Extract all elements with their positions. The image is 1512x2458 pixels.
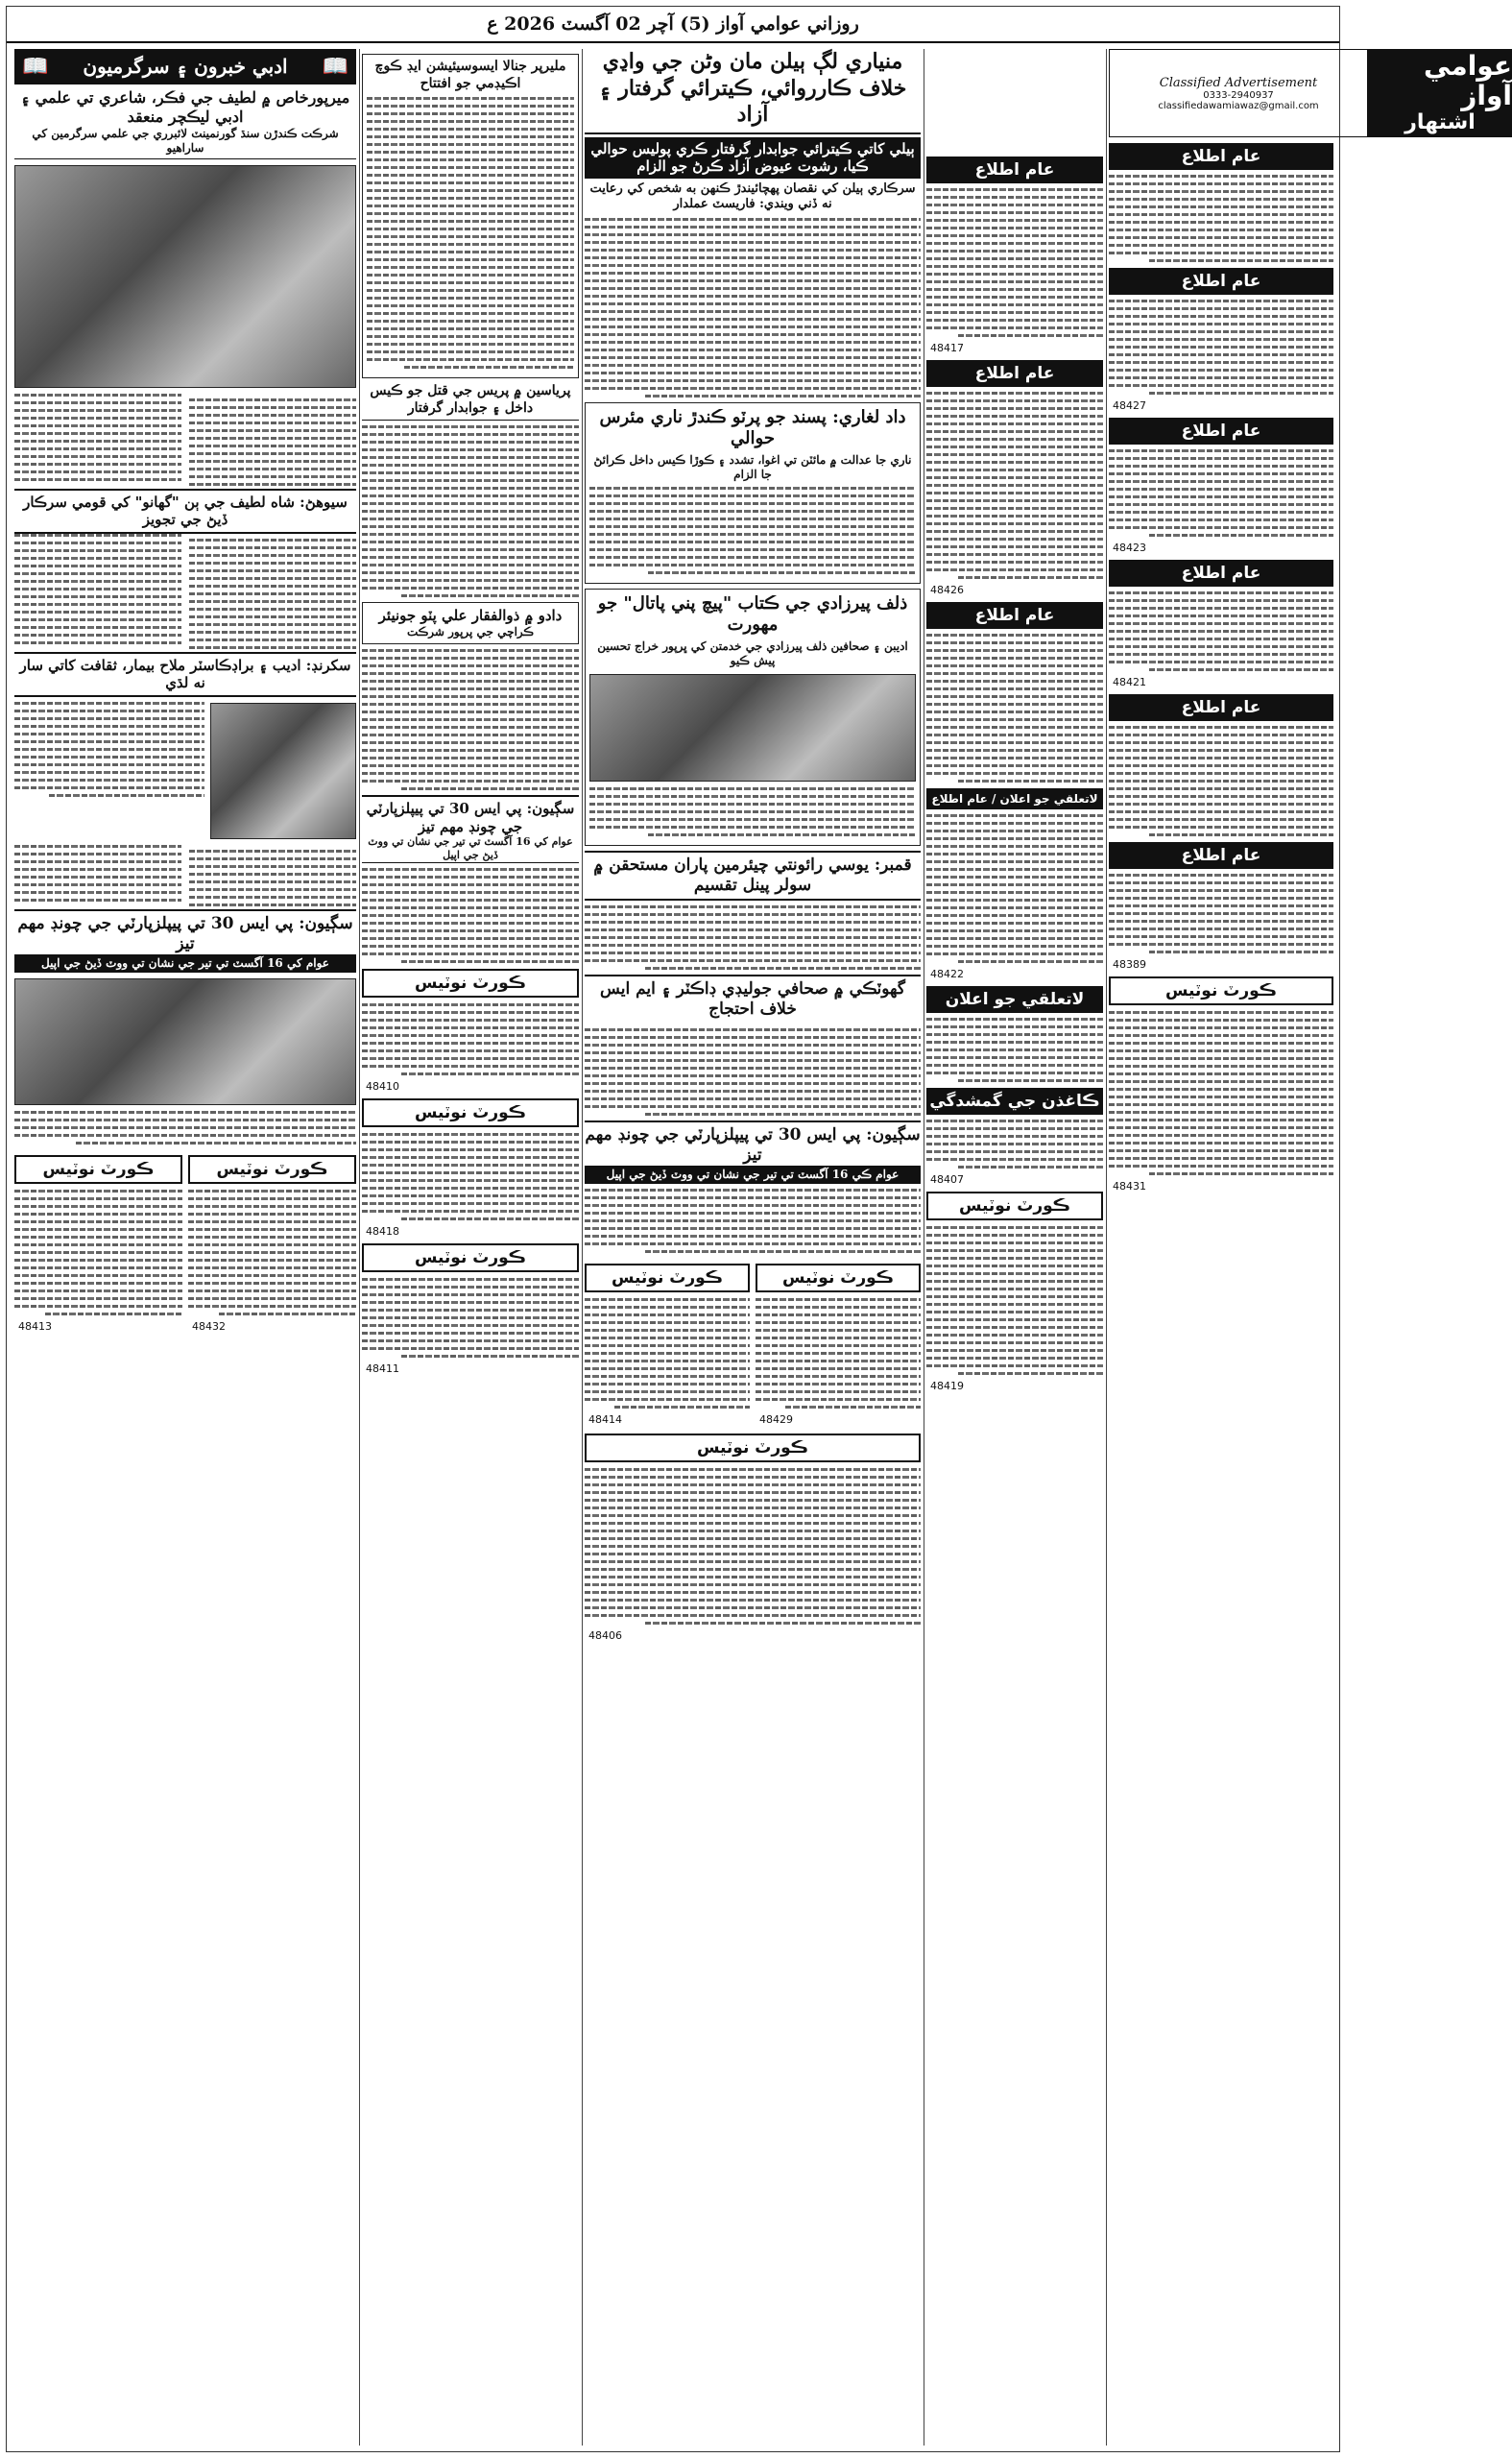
ad-reference: 48422: [930, 968, 964, 980]
court-notice-heading: ڪورٽ نوٽيس: [362, 1243, 579, 1272]
notice-heading: عام اطلاع: [1109, 418, 1333, 445]
article-body: [14, 697, 204, 845]
column-divider: [582, 49, 583, 2446]
court-notice-body: [585, 1468, 921, 1625]
article-body: [589, 787, 916, 836]
ad-reference: 48410: [366, 1079, 399, 1093]
notice-body: [1109, 874, 1333, 953]
court-notice-heading: ڪورٽ نوٽيس: [362, 1098, 579, 1127]
ad-reference: 48413: [18, 1320, 52, 1333]
article-headline: سڳيون: پي ايس 30 تي پيپلزپارٽي جي چونڊ مهم تيز: [14, 909, 356, 955]
portrait-photo: [210, 703, 356, 839]
article-subheadline: شرڪت ڪندڙن سنڌ گورنمينٽ لائبرري جي علمي سرگرمين کي ساراهيو: [14, 127, 356, 159]
court-notice-body: [756, 1298, 921, 1409]
article-headline: سڳيون: پي ايس 30 تي پيپلزپارٽي جي چونڊ مهم تيز: [362, 795, 579, 836]
article-body: [585, 905, 921, 970]
article-body: [585, 1189, 921, 1253]
article-headline: ذلف پيرزادي جي ڪتاب "پيچ پني پاتال" جو مهورت: [597, 592, 908, 635]
notice-body: [926, 634, 1103, 783]
article-headline: داد لغاري: پسند جو پرٽو ڪندڙ ناري مئرس حوالي: [599, 406, 906, 448]
court-notices-row: [14, 1149, 356, 1335]
ad-reference: 48423: [1113, 542, 1146, 554]
ad-reference: 48411: [366, 1362, 399, 1375]
court-notice-heading: ڪورٽ نوٽيس: [188, 1155, 356, 1184]
masthead-logo: [1368, 49, 1512, 137]
article-headline: سيوهڻ: شاه لطيف جي ٻن "گهانو" کي قومي سرڪار ڏيڻ جي تجويز: [14, 489, 356, 535]
court-notice-body: [188, 1190, 356, 1315]
court-notice-heading: ڪورٽ نوٽيس: [14, 1155, 182, 1184]
court-notice-heading: ڪورٽ نوٽيس: [585, 1264, 750, 1292]
notice-heading: عام اطلاع: [1109, 268, 1333, 295]
article-subheadline: عوام ڪي 16 آگسٽ تي تير جي نشان تي ووٽ ڏيڻ جي اپيل: [585, 1166, 921, 1184]
article-subheadline: اديبن ۽ صحافين ذلف پيرزادي جي خدمتن کي ڀرپور خراج تحسين پيش ڪيو: [597, 639, 908, 667]
lead-subheadline-2: سرڪاري ٻيلن کي نقصان پهچائيندڙ ڪنهن به شخص کي رعايت نه ڏني ويندي: فاريسٽ عملدار: [589, 181, 916, 212]
article-box: [585, 402, 921, 584]
logo-text: عوامي آواز: [1424, 49, 1512, 111]
court-notice-body: [14, 1190, 182, 1315]
notice-heading: لاتعلقي جو اعلان / عام اطلاع: [926, 788, 1103, 809]
court-notice: [188, 1149, 356, 1335]
ad-reference: 48389: [1113, 958, 1146, 971]
court-notice-body: [362, 1278, 579, 1358]
lead-headline: منياري لڳ ٻيلن مان وڻن جي واڍي خلاف ڪارروائي، ڪيترائي گرفتار ۽ آزاد: [585, 49, 921, 134]
article-body: [367, 97, 574, 369]
ad-reference: 48414: [588, 1413, 622, 1426]
court-notice: [585, 1258, 750, 1428]
notice-body: [926, 814, 1103, 963]
court-notice-heading: ڪورٽ نوٽيس: [362, 969, 579, 998]
court-notice-body: [362, 1003, 579, 1075]
column-divider: [359, 49, 360, 2446]
article-headline: سڳيون: پي ايس 30 تي پيپلزپارٽي جي چونڊ مهم تيز: [585, 1121, 921, 1167]
article-body: [362, 868, 579, 963]
article-subheadline: ڪراچي جي پرپور شرڪت: [407, 624, 534, 639]
court-notice-body: [1109, 1011, 1333, 1175]
masthead-info: [1109, 49, 1368, 137]
article-box: [362, 602, 579, 644]
article-headline: سکرنڊ: اديب ۽ براڊڪاسٽر ملاح بيمار، ثقافت کاتي سار نه لڌي: [14, 652, 356, 698]
article-body: [362, 425, 579, 597]
article-body: [362, 649, 579, 790]
article-box: [585, 589, 921, 846]
court-notice-heading: ڪورٽ نوٽيس: [756, 1264, 921, 1292]
classified-masthead: [1109, 49, 1512, 137]
article-box: [362, 54, 579, 378]
ad-reference: 48406: [588, 1629, 622, 1642]
news-photo: [14, 165, 356, 388]
court-notice-body: [585, 1298, 750, 1409]
notice-body: [1109, 175, 1333, 262]
contact-phone: 0333-2940937: [1203, 89, 1274, 101]
ad-reference: 48429: [759, 1413, 793, 1426]
notice-body: [926, 188, 1103, 337]
notice-heading: عام اطلاع: [926, 360, 1103, 387]
article-headline: ميرپورخاص ۾ لطيف جي فڪر، شاعري تي علمي ۽ ادبي ليڪچر منعقد: [20, 88, 350, 126]
article-body: [14, 845, 356, 909]
ad-reference: 48417: [930, 342, 964, 354]
book-icon: 📖: [22, 55, 49, 79]
notice-body: [926, 392, 1103, 579]
article-subheadline: عوام کي 16 آگسٽ تي تير جي نشان تي ووٽ ڏيڻ جي اپيل: [362, 835, 579, 863]
classified-column-2: [926, 151, 1103, 2446]
ad-reference: 48407: [930, 1173, 964, 1186]
article-with-photo: [14, 697, 356, 845]
news-photo: [14, 978, 356, 1105]
court-notices-row: [585, 1258, 921, 1428]
ad-reference: 48427: [1113, 399, 1146, 412]
contact-email: classifiedawamiawaz@gmail.com: [1158, 100, 1319, 111]
article-headline: مليرپر جنالا ايسوسيئيشن ايڊ ڪوچ اڪيڊمي جو افتتاح: [374, 59, 566, 91]
column-divider: [1106, 49, 1107, 2446]
article-body: [14, 1111, 356, 1145]
news-photo: [589, 674, 916, 782]
notice-heading: عام اطلاع: [926, 602, 1103, 629]
notice-heading: عام اطلاع: [926, 157, 1103, 183]
ad-reference: 48432: [192, 1320, 226, 1333]
article-headline: دادو ۾ ذوالفقار علي پٽو جونيئر: [378, 607, 563, 624]
notice-heading: عام اطلاع: [1109, 694, 1333, 721]
logo-subtext: اشتهار: [1404, 110, 1476, 135]
notice-body: [926, 1018, 1103, 1082]
notice-body: [926, 1120, 1103, 1169]
section-banner: [14, 49, 356, 84]
article-headline: قمبر: يوسي رائونتي چيئرمين پاران مستحقن ۾ سولر پينل تقسيم: [585, 851, 921, 902]
article-headline: پرياسين ۾ پريس جي قتل جو ڪيس داخل ۽ جوابدار گرفتار: [362, 383, 579, 421]
article-body: [589, 487, 916, 574]
article-subheadline: ناري جا عدالت ۾ مائٽن تي اغوا، تشدد ۽ ڪوڙا ڪيس داخل ڪرائڻ جا الزام: [593, 452, 912, 481]
court-notice: [14, 1149, 182, 1335]
court-notice: [756, 1258, 921, 1428]
newspaper-page: [6, 6, 1512, 2452]
ad-reference: 48418: [366, 1224, 399, 1238]
dateline: روزاني عوامي آواز (5) آچر 02 آگسٽ 2026 ع: [7, 7, 1339, 43]
book-icon: 📖: [322, 55, 348, 79]
notice-heading: عام اطلاع: [1109, 560, 1333, 587]
ad-reference: 48431: [1113, 1180, 1146, 1193]
court-notice-heading: ڪورٽ نوٽيس: [1109, 976, 1333, 1005]
news-column-2: [362, 49, 579, 2446]
ad-reference: 48426: [930, 584, 964, 596]
article-headline: گهوٽڪي ۾ صحافي جوليڊي ڊاڪٽر ۽ ايم ايس خلاف احتجاج: [585, 975, 921, 1024]
article-body: [585, 1028, 921, 1116]
notice-body: [1109, 591, 1333, 671]
court-notice-body: [926, 1226, 1103, 1375]
section-title: ادبي خبرون ۽ سرگرميون: [83, 55, 288, 78]
notice-body: [1109, 300, 1333, 395]
article-body: [14, 394, 356, 489]
court-notice-body: [362, 1133, 579, 1220]
lead-subheadline: ٻيلي کاتي ڪيترائي جوابدار گرفتار ڪري پوليس حوالي ڪيا، رشوت عيوض آزاد ڪرڻ جو الزام: [585, 137, 921, 180]
notice-heading: عام اطلاع: [1109, 143, 1333, 170]
literary-column: [14, 49, 356, 2446]
notice-body: [1109, 449, 1333, 537]
article-body: [585, 218, 921, 398]
court-notice-heading: ڪورٽ نوٽيس: [926, 1192, 1103, 1220]
classified-column-1: [1109, 49, 1512, 2446]
ad-reference: 48419: [930, 1380, 964, 1392]
ad-reference: 48421: [1113, 676, 1146, 688]
news-column-main: [585, 49, 921, 2446]
article-subheadline: عوام کي 16 آگسٽ تي تير جي نشان تي ووٽ ڏيڻ جي اپيل: [14, 954, 356, 973]
court-notice-heading: ڪورٽ نوٽيس: [585, 1434, 921, 1462]
notice-heading: لاتعلقي جو اعلان: [926, 986, 1103, 1013]
notice-body: [1109, 726, 1333, 836]
notice-heading: ڪاغذن جي گمشدگي: [926, 1088, 1103, 1115]
article-body: [14, 534, 356, 652]
classified-label: Classified Advertisement: [1159, 75, 1318, 90]
notice-heading: عام اطلاع: [1109, 842, 1333, 869]
